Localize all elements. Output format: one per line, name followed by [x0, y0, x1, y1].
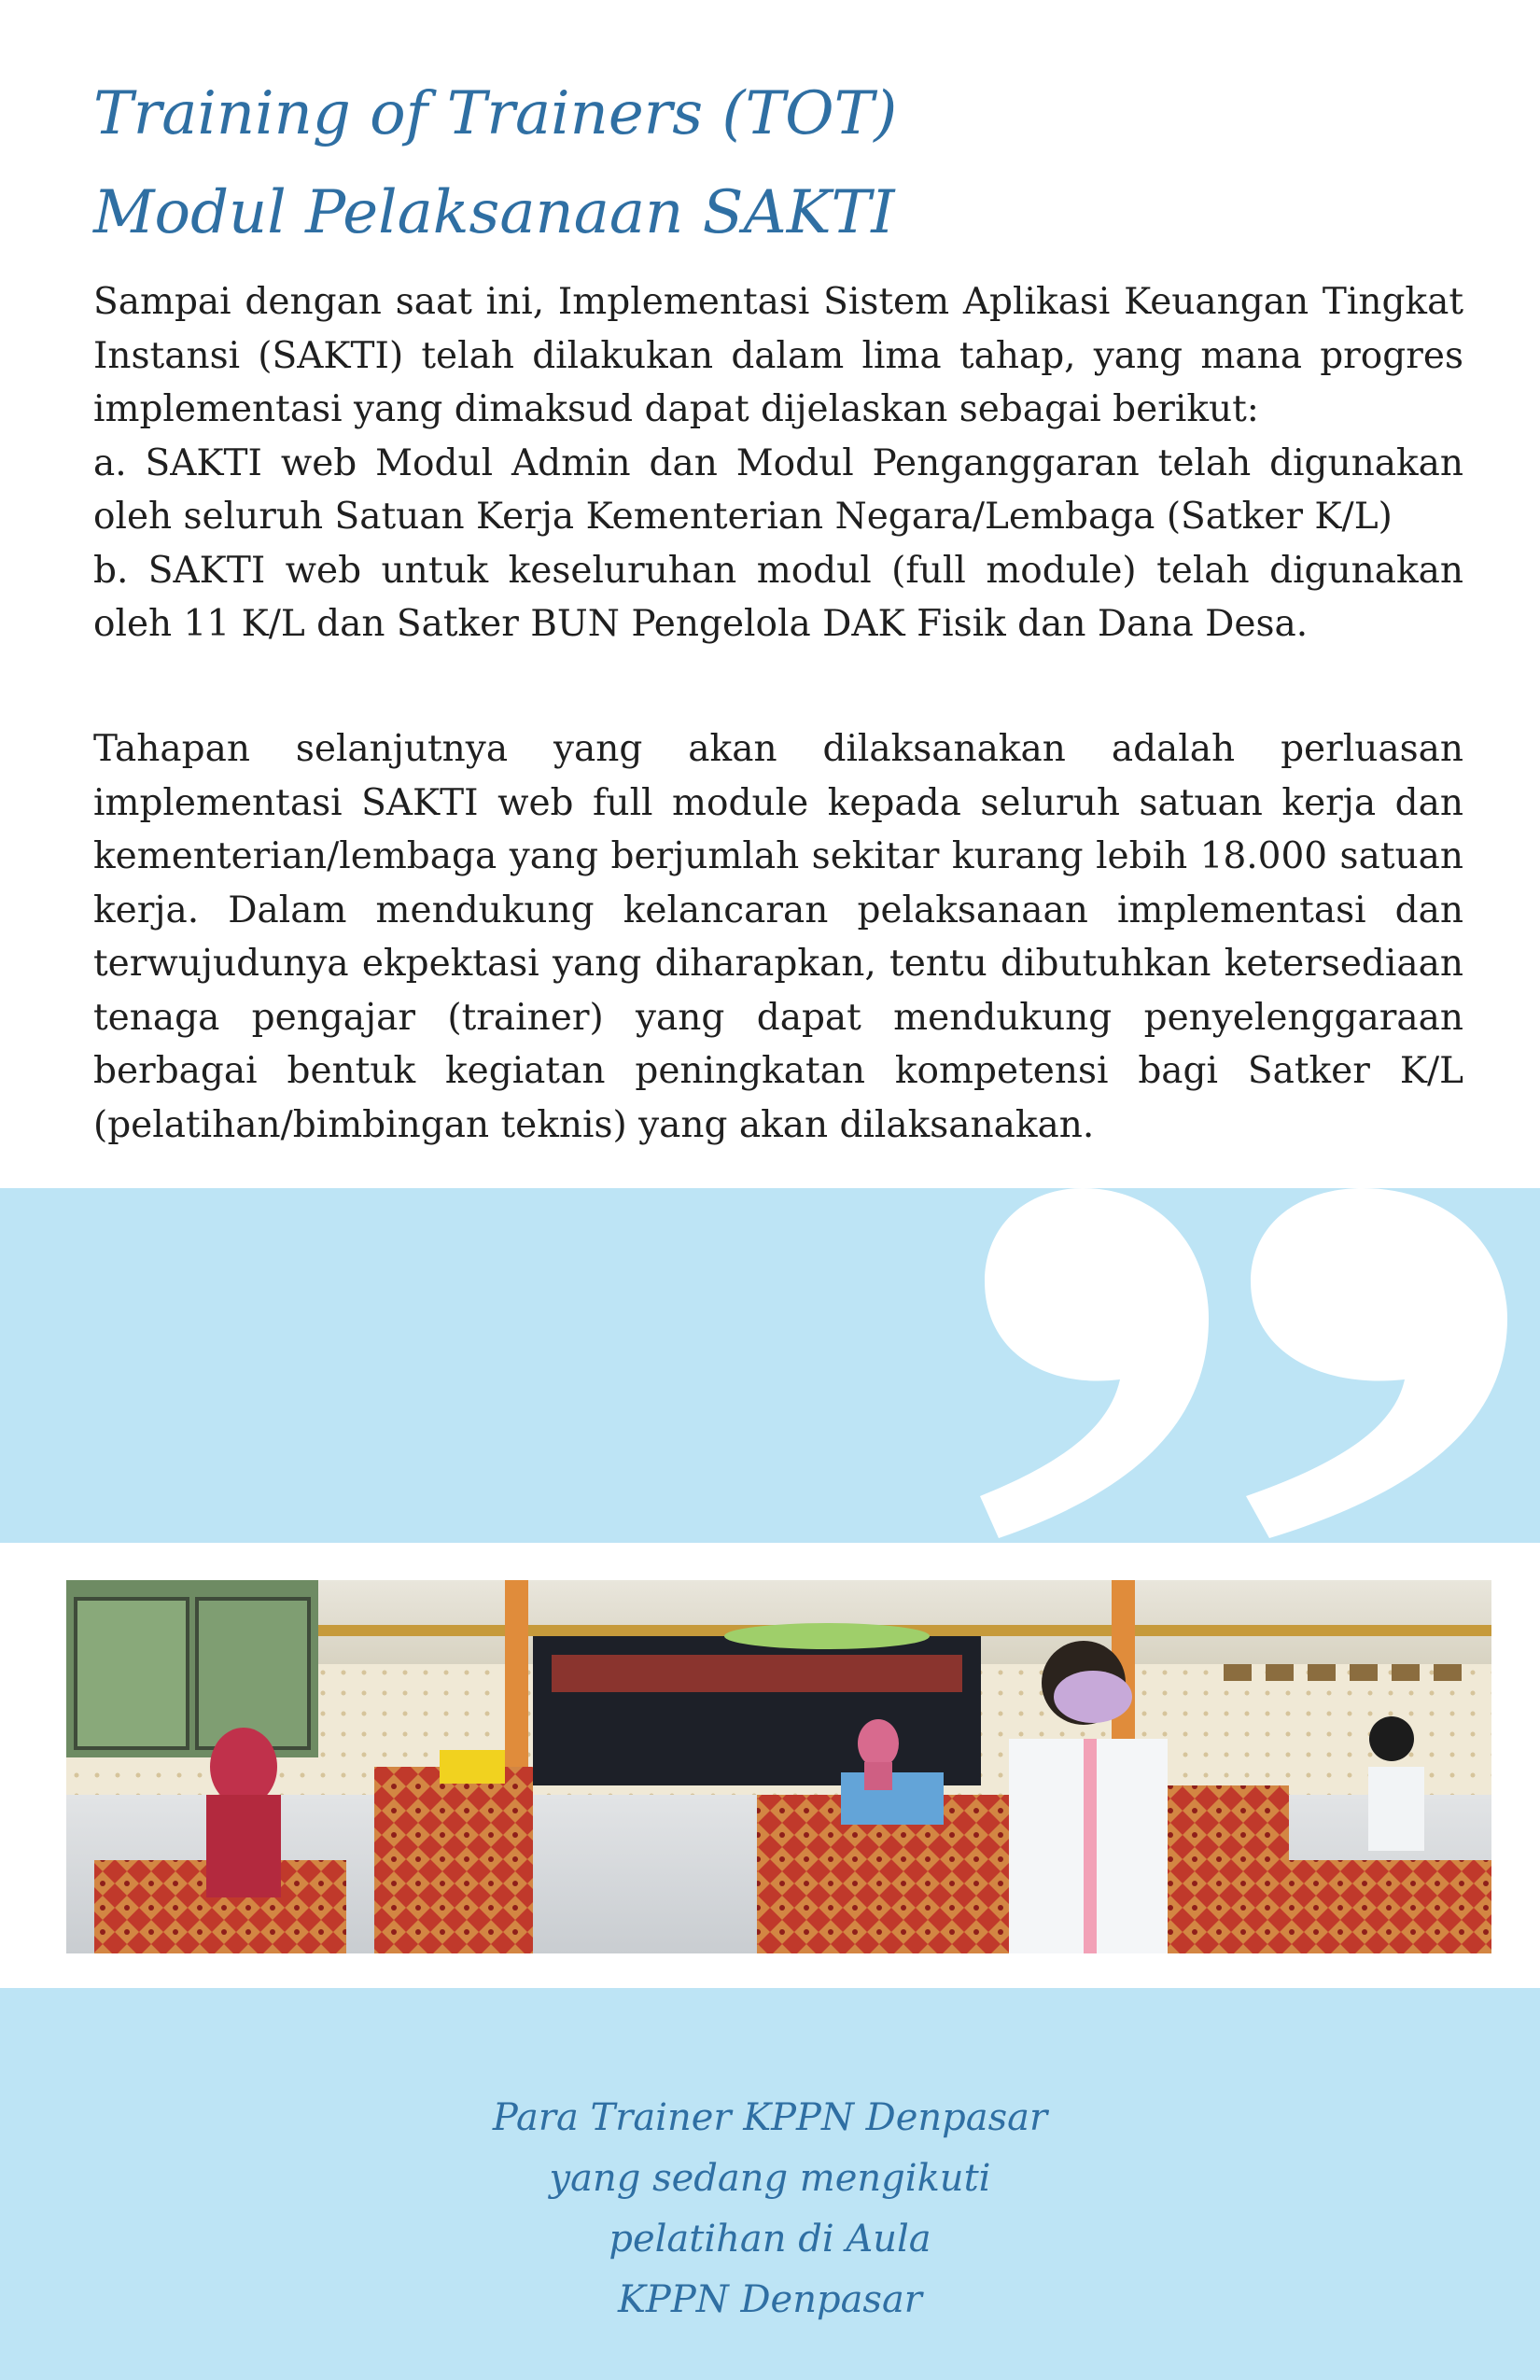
second-paragraph: Tahapan selanjutnya yang akan dilaksanakan adalah perluasan implementasi SAKTI web full module kepada seluruh satuan kerja dan kementerian/lembaga yang berjumlah sekitar kurang lebih 18.000 satuan kerja. Dalam mendukung kelancaran pelaksanaan implementasi dan terwujudunya ekpektasi yang diharapkan, tentu dibutuhkan ketersediaan tenaga pengajar (trainer) yang dapat mendukung penyelenggaraan berbagai bentuk kegiatan peningkatan kompetensi bagi Satker K/L (pelatihan/bimbingan teknis) yang akan dilaksanakan. — [93, 728, 1463, 1146]
second-section — [93, 722, 1463, 1152]
intro-section — [93, 275, 1463, 651]
intro-paragraph: Sampai dengan saat ini, Implementasi Sistem Aplikasi Keuangan Tingkat Instansi (SAKTI) telah dilakukan dalam lima tahap, yang mana progres implementasi yang dimaksud dapat dijelaskan sebagai berikut: — [93, 281, 1463, 430]
page-title-line2: Modul Pelaksanaan SAKTI — [93, 178, 895, 247]
training-room-photo — [66, 1580, 1491, 1953]
quote-band — [0, 1188, 1540, 1543]
list-item-b: b. SAKTI web untuk keseluruhan modul (full module) telah digunakan oleh 11 K/L dan Satker BUN Pengelola DAK Fisik dan Dana Desa. — [93, 549, 1463, 645]
caption-line-1: Para Trainer KPPN Denpasar — [492, 2096, 1048, 2139]
list-item-a: a. SAKTI web Modul Admin dan Modul Penganggaran telah digunakan oleh seluruh Satuan Kerja Kementerian Negara/Lembaga (Satker K/L) — [93, 441, 1463, 538]
caption-line-2: yang sedang mengikuti — [549, 2157, 991, 2200]
photo-caption — [0, 2088, 1540, 2331]
caption-line-3: pelatihan di Aula — [609, 2218, 931, 2261]
training-room-photo-illustration — [66, 1580, 1491, 1953]
closing-quote-icon — [971, 1188, 1213, 1543]
page-title-line1: Training of Trainers (TOT) — [93, 79, 898, 148]
caption-line-4: KPPN Denpasar — [618, 2278, 922, 2321]
closing-quote-icon — [1232, 1188, 1512, 1543]
